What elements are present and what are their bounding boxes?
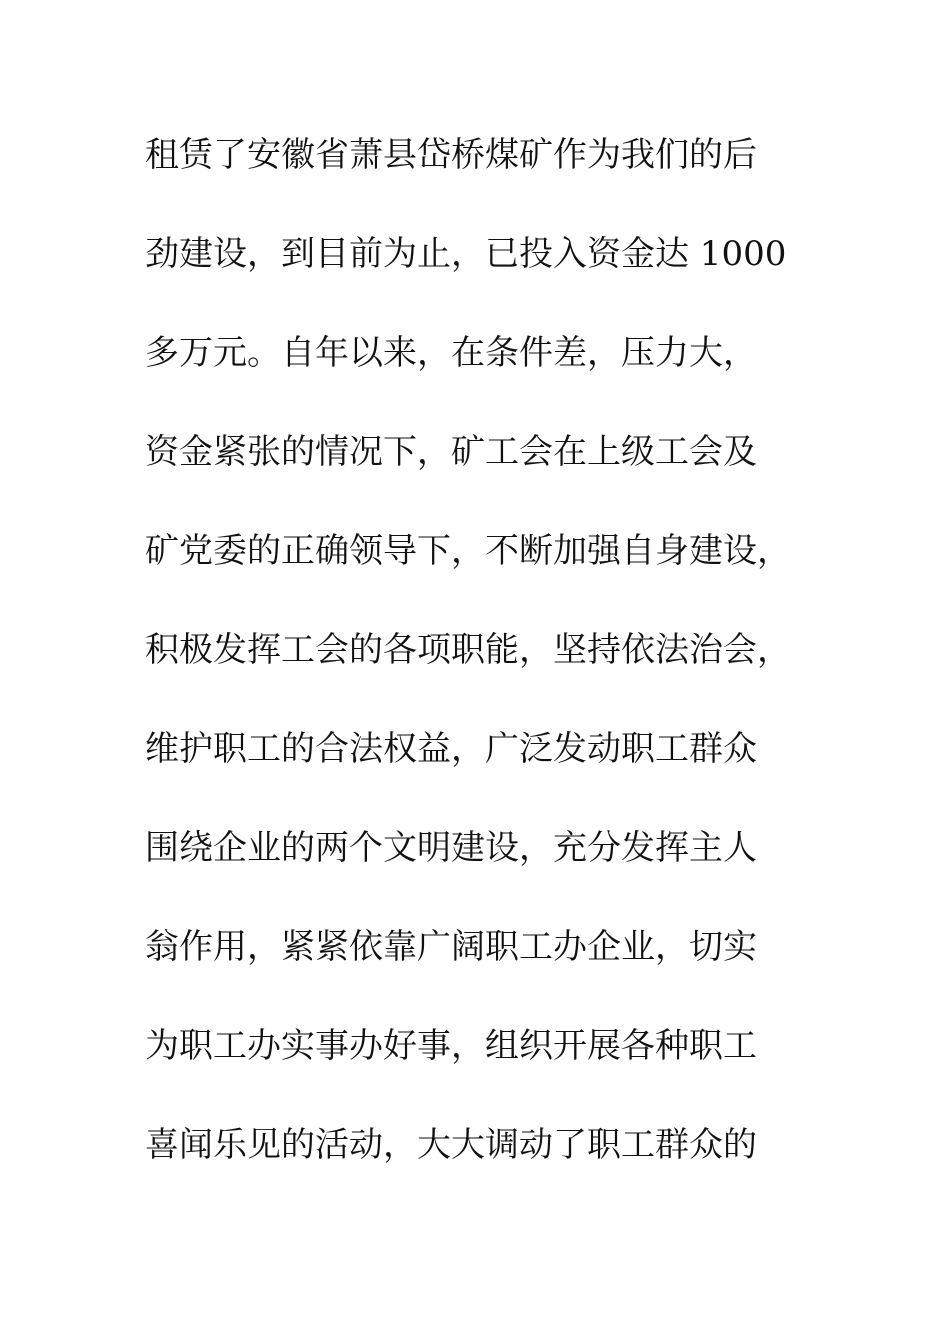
text-line: 劲建设，到目前为止，已投入资金达 1000 [145, 234, 787, 274]
text-line: 翁作用，紧紧依靠广阔职工办企业，切实 [145, 927, 757, 967]
text-line: 为职工办实事办好事，组织开展各种职工 [145, 1026, 757, 1066]
text-line: 积极发挥工会的各项职能，坚持依法治会， [145, 630, 791, 670]
text-line: 资金紧张的情况下，矿工会在上级工会及 [145, 432, 757, 472]
text-line: 租赁了安徽省萧县岱桥煤矿作为我们的后 [145, 135, 757, 175]
text-line: 多万元。自年以来，在条件差，压力大， [145, 333, 757, 373]
body-text [145, 125, 825, 1214]
text-line: 矿党委的正确领导下，不断加强自身建设， [145, 531, 791, 571]
text-line: 喜闻乐见的活动，大大调动了职工群众的 [145, 1125, 757, 1165]
text-line: 围绕企业的两个文明建设，充分发挥主人 [145, 828, 757, 868]
text-line: 维护职工的合法权益，广泛发动职工群众 [145, 729, 757, 769]
